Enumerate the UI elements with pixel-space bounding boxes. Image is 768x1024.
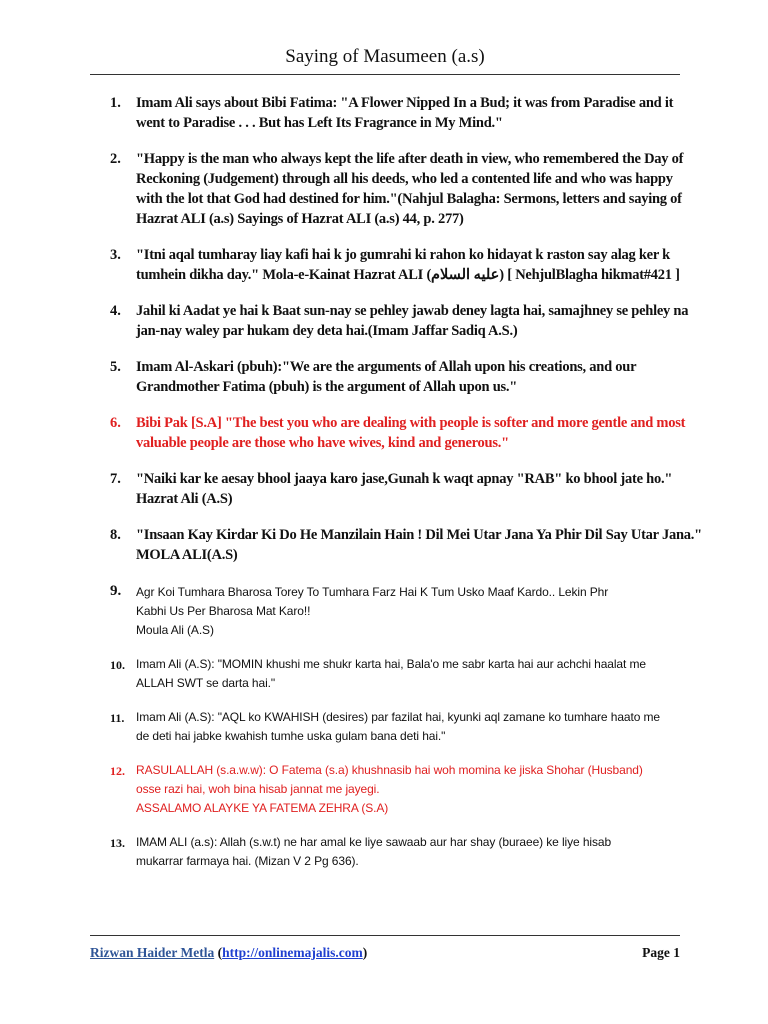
author-name: Rizwan Haider Metla <box>90 945 215 960</box>
page-title: Saying of Masumeen (a.s) <box>285 46 485 67</box>
item-text: Imam Ali says about Bibi Fatima: "A Flower Nipped In a Bud; it was from Paradise and it <box>136 95 674 111</box>
item-number: 1. <box>110 95 121 111</box>
item-number: 13. <box>110 836 125 850</box>
item-text: with the lot that God had destined for him."(Nahjul Balagha: Sermons, letters and saying of <box>136 191 682 207</box>
item-number: 12. <box>110 764 125 778</box>
list-item <box>100 149 682 229</box>
list-item <box>100 525 702 565</box>
sayings-list <box>100 93 702 871</box>
item-text: Imam Ali (A.S): "AQL ko KWAHISH (desires) par fazilat hai, kyunki aql zamane ko tumhare haato me <box>136 710 660 724</box>
list-item <box>100 833 682 871</box>
item-number: 4. <box>110 303 121 319</box>
item-number: 6. <box>110 415 121 431</box>
list-item <box>100 761 682 818</box>
footer-paren-close: ) <box>362 945 368 960</box>
item-text: osse razi hai, woh bina hisab jannat me jayegi. <box>136 782 380 796</box>
list-item <box>100 581 682 640</box>
item-text: Grandmother Fatima (pbuh) is the argument of Allah upon us." <box>136 379 518 395</box>
list-item <box>100 301 689 341</box>
list-item <box>100 245 682 285</box>
list-item <box>100 655 682 693</box>
item-text: Bibi Pak [S.A] "The best you who are dealing with people is softer and more gentle and most <box>136 415 686 431</box>
page-footer <box>90 945 680 965</box>
website-link[interactable]: http://onlinemajalis.com <box>222 945 363 960</box>
item-number: 8. <box>110 527 121 543</box>
item-text: tumhein dikha day." Mola-e-Kainat Hazrat ALI (عليه السلام) [ NehjulBlagha hikmat#421 ] <box>136 267 680 283</box>
item-text: Jahil ki Aadat ye hai k Baat sun-nay se pehley jawab deney lagta hai, samajhney se pehley na <box>136 303 689 319</box>
list-item <box>100 469 682 509</box>
item-number: 9. <box>110 583 122 599</box>
item-text: RASULALLAH (s.a.w.w): O Fatema (s.a) khushnasib hai woh momina ke jiska Shohar (Husband) <box>136 763 643 777</box>
item-text: Hazrat ALI (a.s) Sayings of Hazrat ALI (a.s) 44, p. 277) <box>136 211 464 227</box>
item-text: "Itni aqal tumharay liay kafi hai k jo gumrahi ki rahon ko hidayat k raston say alag ker k <box>136 247 670 263</box>
list-item <box>100 357 682 397</box>
item-text: Imam Ali (A.S): "MOMIN khushi me shukr karta hai, Bala'o me sabr karta hai aur achchi haalat me <box>136 657 646 671</box>
item-number: 11. <box>110 711 125 725</box>
item-text: Moula Ali (A.S) <box>136 623 214 637</box>
item-number: 7. <box>110 471 121 487</box>
item-number: 3. <box>110 247 121 263</box>
item-text: Reckoning (Judgement) through all his deeds, who led a contented life and who was happy <box>136 171 673 187</box>
item-text: mukarrar farmaya hai. (Mizan V 2 Pg 636). <box>136 854 359 868</box>
page-number: Page 1 <box>642 945 680 960</box>
item-text: "Insaan Kay Kirdar Ki Do He Manzilain Hain ! Dil Mei Utar Jana Ya Phir Dil Say Utar Jana." <box>136 527 702 543</box>
item-number: 5. <box>110 359 121 375</box>
item-text: went to Paradise . . . But has Left Its Fragrance in My Mind." <box>136 115 503 131</box>
item-text: "Naiki kar ke aesay bhool jaaya karo jase,Gunah k waqt apnay "RAB" ko bhool jate ho." <box>136 471 673 487</box>
item-text: IMAM ALI (a.s): Allah (s.w.t) ne har amal ke liye sawaab aur har shay (buraee) ke liye hisab <box>136 835 612 849</box>
footer-rule <box>90 935 680 936</box>
item-number: 10. <box>110 658 125 672</box>
list-item <box>100 93 682 133</box>
header-rule <box>90 74 680 75</box>
item-text: jan-nay waley par hukam dey deta hai.(Imam Jaffar Sadiq A.S.) <box>136 323 518 339</box>
item-text: ALLAH SWT se darta hai." <box>136 676 276 690</box>
item-text: valuable people are those who have wives, kind and generous." <box>136 435 509 451</box>
item-text: MOLA ALI(A.S) <box>136 547 238 563</box>
item-text: Imam Al-Askari (pbuh):"We are the arguments of Allah upon his creations, and our <box>136 359 637 375</box>
list-item <box>100 708 682 746</box>
footer-paren-open: ( <box>214 945 223 960</box>
list-item <box>100 413 686 453</box>
item-number: 2. <box>110 151 121 167</box>
item-text: Agr Koi Tumhara Bharosa Torey To Tumhara Farz Hai K Tum Usko Maaf Kardo.. Lekin Phr <box>136 585 609 599</box>
item-text: Kabhi Us Per Bharosa Mat Karo!! <box>136 604 311 618</box>
item-text: de deti hai jabke kwahish tumhe uska gulam bana deti hai." <box>136 729 446 743</box>
item-text: Hazrat Ali (A.S) <box>136 491 233 507</box>
item-text: "Happy is the man who always kept the life after death in view, who remembered the Day of <box>136 151 684 167</box>
item-text: ASSALAMO ALAYKE YA FATEMA ZEHRA (S.A) <box>136 801 389 815</box>
